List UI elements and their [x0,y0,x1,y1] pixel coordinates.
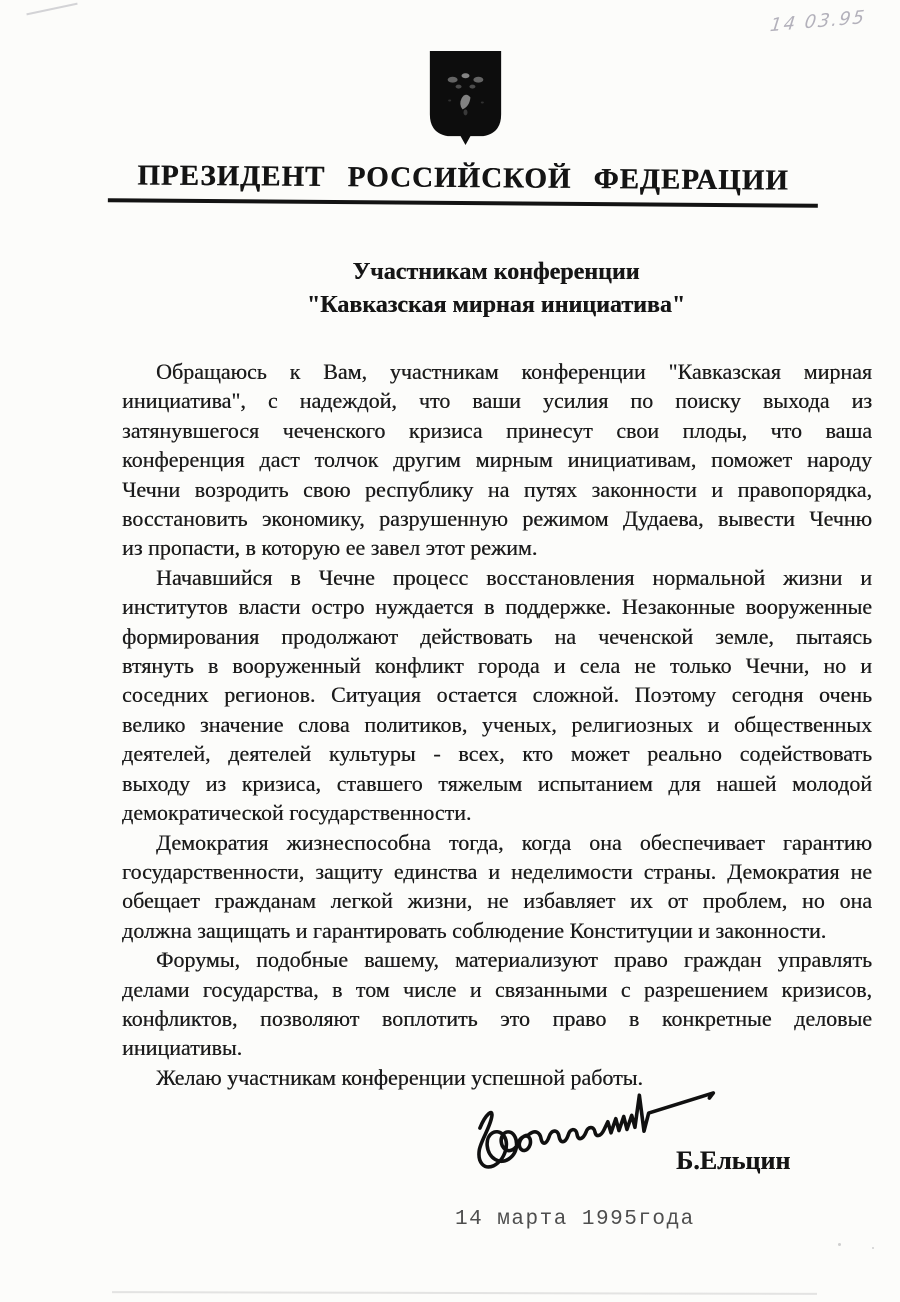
signer-name: Б.Ельцин [676,1146,791,1175]
text-line: инициатива", с надеждой, что ваши усилия по поиску выхода из [122,388,872,414]
text-line: Начавшийся в Чечне процесс восстановления нормальной жизни и [156,564,872,590]
text-line: инициативы. [122,1035,243,1061]
text-line: делами государства, в том числе и связанными с разрешением кризисов, [122,976,872,1002]
text-line: велико значение слова политиков, ученых, религиозных и общественных [122,711,872,737]
text-line: Желаю участникам конференции успешной работы. [156,1064,643,1090]
letterhead-rule [108,198,818,208]
text-line: втянуть в вооруженный конфликт города и села не только Чечни, но и [122,653,872,679]
letterhead-title: ПРЕЗИДЕНТ РОССИЙСКОЙ ФЕДЕРАЦИИ [137,159,789,197]
letter-body [122,357,872,1092]
scan-artifact-line [112,1291,817,1295]
paragraph [122,828,872,946]
addressee-line: "Кавказская мирная инициатива" [306,292,686,318]
text-line: Форумы, подобные вашему, материализуют право граждан управлять [156,947,872,973]
text-line: деятелей, деятелей культуры - всех, кто может реально содействовать [122,741,872,767]
paragraph [122,357,872,563]
paragraph [122,945,872,1063]
text-line: государственности, защиту единства и неделимости страны. Демократия не [122,858,872,884]
text-line: должна защищать и гарантировать соблюдение Конституции и законности. [122,917,827,943]
paragraph [122,563,872,828]
text-line: затянувшегося чеченского кризиса принесут свои плоды, что ваша [122,417,872,443]
text-line: Демократия жизнеспособна тогда, когда она обеспечивает гарантию [156,829,872,855]
scan-pencil-mark [26,3,77,16]
text-line: соседних регионов. Ситуация остается сложной. Поэтому сегодня очень [122,682,872,708]
text-line: Обращаюсь к Вам, участникам конференции "Кавказская мирная [156,359,872,384]
scan-speck [872,1247,874,1249]
text-line: выходу из кризиса, ставшего тяжелым испытанием для нашей молодой [122,770,872,796]
letterhead [108,159,818,208]
text-line: формирования продолжают действовать на чеченской земле, пытаясь [122,623,872,649]
addressee-line: Участникам конференции [352,259,640,285]
text-line: демократической государственности. [122,800,472,826]
text-line: институтов власти остро нуждается в поддержке. Незаконные вооруженные [122,594,872,620]
handwritten-date-note: 14 03.95 [768,6,868,37]
addressee-block [246,256,746,322]
scan-speck [838,1243,841,1246]
text-line: восстановить экономику, разрушенную режимом Дудаева, вывести Чечню [122,506,872,532]
coat-of-arms-icon [425,49,506,148]
text-line: обещает гражданам легкой жизни, не избавляет их от проблем, но она [122,888,872,914]
text-line: из пропасти, в которую ее завел этот режим. [122,535,538,561]
text-line: конференция даст толчок другим мирным инициативам, поможет народу [122,447,872,473]
text-line: конфликтов, позволяют воплотить это право в конкретные деловые [122,1005,872,1031]
typed-date-line: 14 марта 1995года [455,1208,695,1231]
text-line: Чечни возродить свою республику на путях законности и правопорядка, [122,476,872,502]
